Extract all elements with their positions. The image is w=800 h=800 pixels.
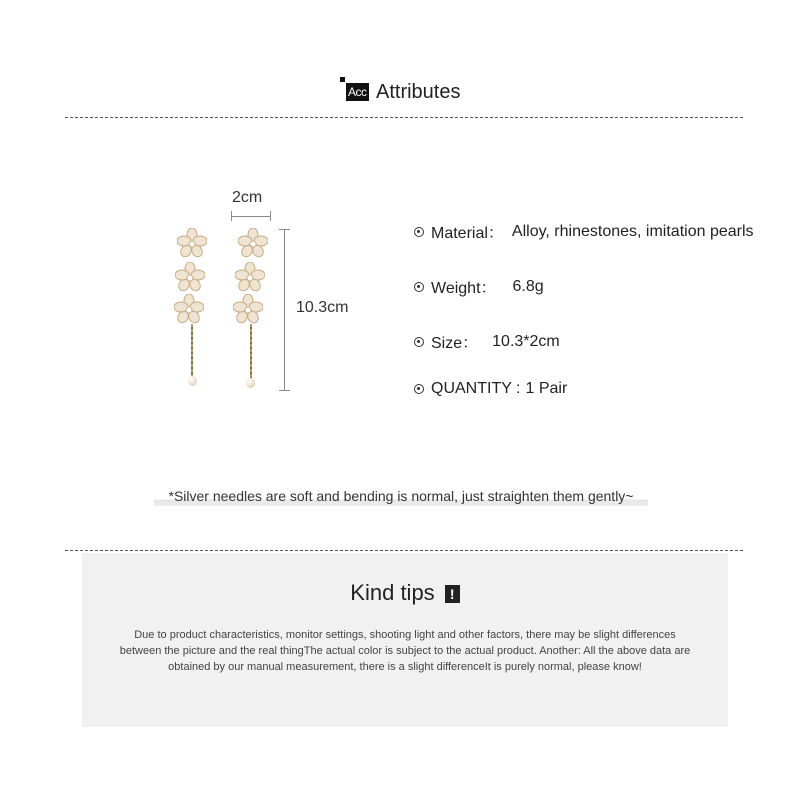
pearl <box>246 378 255 388</box>
header-dot-decoration <box>340 77 345 82</box>
earring-image-right <box>231 226 281 396</box>
height-dimension-label: 10.3cm <box>296 299 349 316</box>
width-dimension-line <box>231 216 270 217</box>
flower-icon <box>233 294 263 324</box>
attribute-material <box>414 220 754 243</box>
width-dimension-label: 2cm <box>232 189 263 206</box>
divider-bottom <box>65 550 743 551</box>
height-dimension-line <box>284 229 285 390</box>
width-dimension-tick <box>270 211 271 221</box>
attribute-value: 1 Pair <box>525 380 568 397</box>
needle-note: *Silver needles are soft and bending is normal, just straighten them gently~ <box>154 486 648 506</box>
exclamation-icon: ! <box>445 585 460 603</box>
attribute-key: QUANTITY : <box>431 380 521 397</box>
flower-icon <box>177 228 207 258</box>
pearl <box>188 376 197 386</box>
earring-image-left <box>172 226 222 396</box>
kind-tips-panel <box>82 553 728 727</box>
attribute-value: 6.8g <box>512 277 544 295</box>
attribute-key: Weight： <box>431 280 497 297</box>
attribute-key: Size： <box>431 335 479 352</box>
chain <box>250 324 252 378</box>
header-badge: Acc <box>348 85 367 99</box>
kind-tips-body: Due to product characteristics, monitor settings, shooting light and other factors, there may be slight differences between the picture and the real thingThe actual color is subject to the actual product. Another: All the above data are obtained by our manual measurement, there is a slight differenceIt is purely normal, please know! <box>119 629 691 673</box>
flower-icon <box>238 228 268 258</box>
flower-icon <box>235 262 265 292</box>
section-title: Attributes <box>376 81 461 103</box>
attribute-quantity <box>414 380 567 398</box>
flower-icon <box>174 294 204 324</box>
attribute-weight <box>414 275 544 298</box>
attribute-size <box>414 330 560 353</box>
kind-tips-heading <box>82 580 728 606</box>
attribute-key: Material： <box>431 225 504 242</box>
width-dimension-tick <box>231 211 232 221</box>
bullet-icon <box>414 384 424 394</box>
bullet-icon <box>414 227 424 237</box>
attribute-value: Alloy, rhinestones, imitation pearls <box>511 222 754 240</box>
chain <box>191 324 193 376</box>
bullet-icon <box>414 337 424 347</box>
kind-tips-title: Kind tips <box>350 580 435 605</box>
bullet-icon <box>414 282 424 292</box>
flower-icon <box>175 262 205 292</box>
attribute-value: 10.3*2cm <box>492 332 560 350</box>
divider-top <box>65 117 743 118</box>
